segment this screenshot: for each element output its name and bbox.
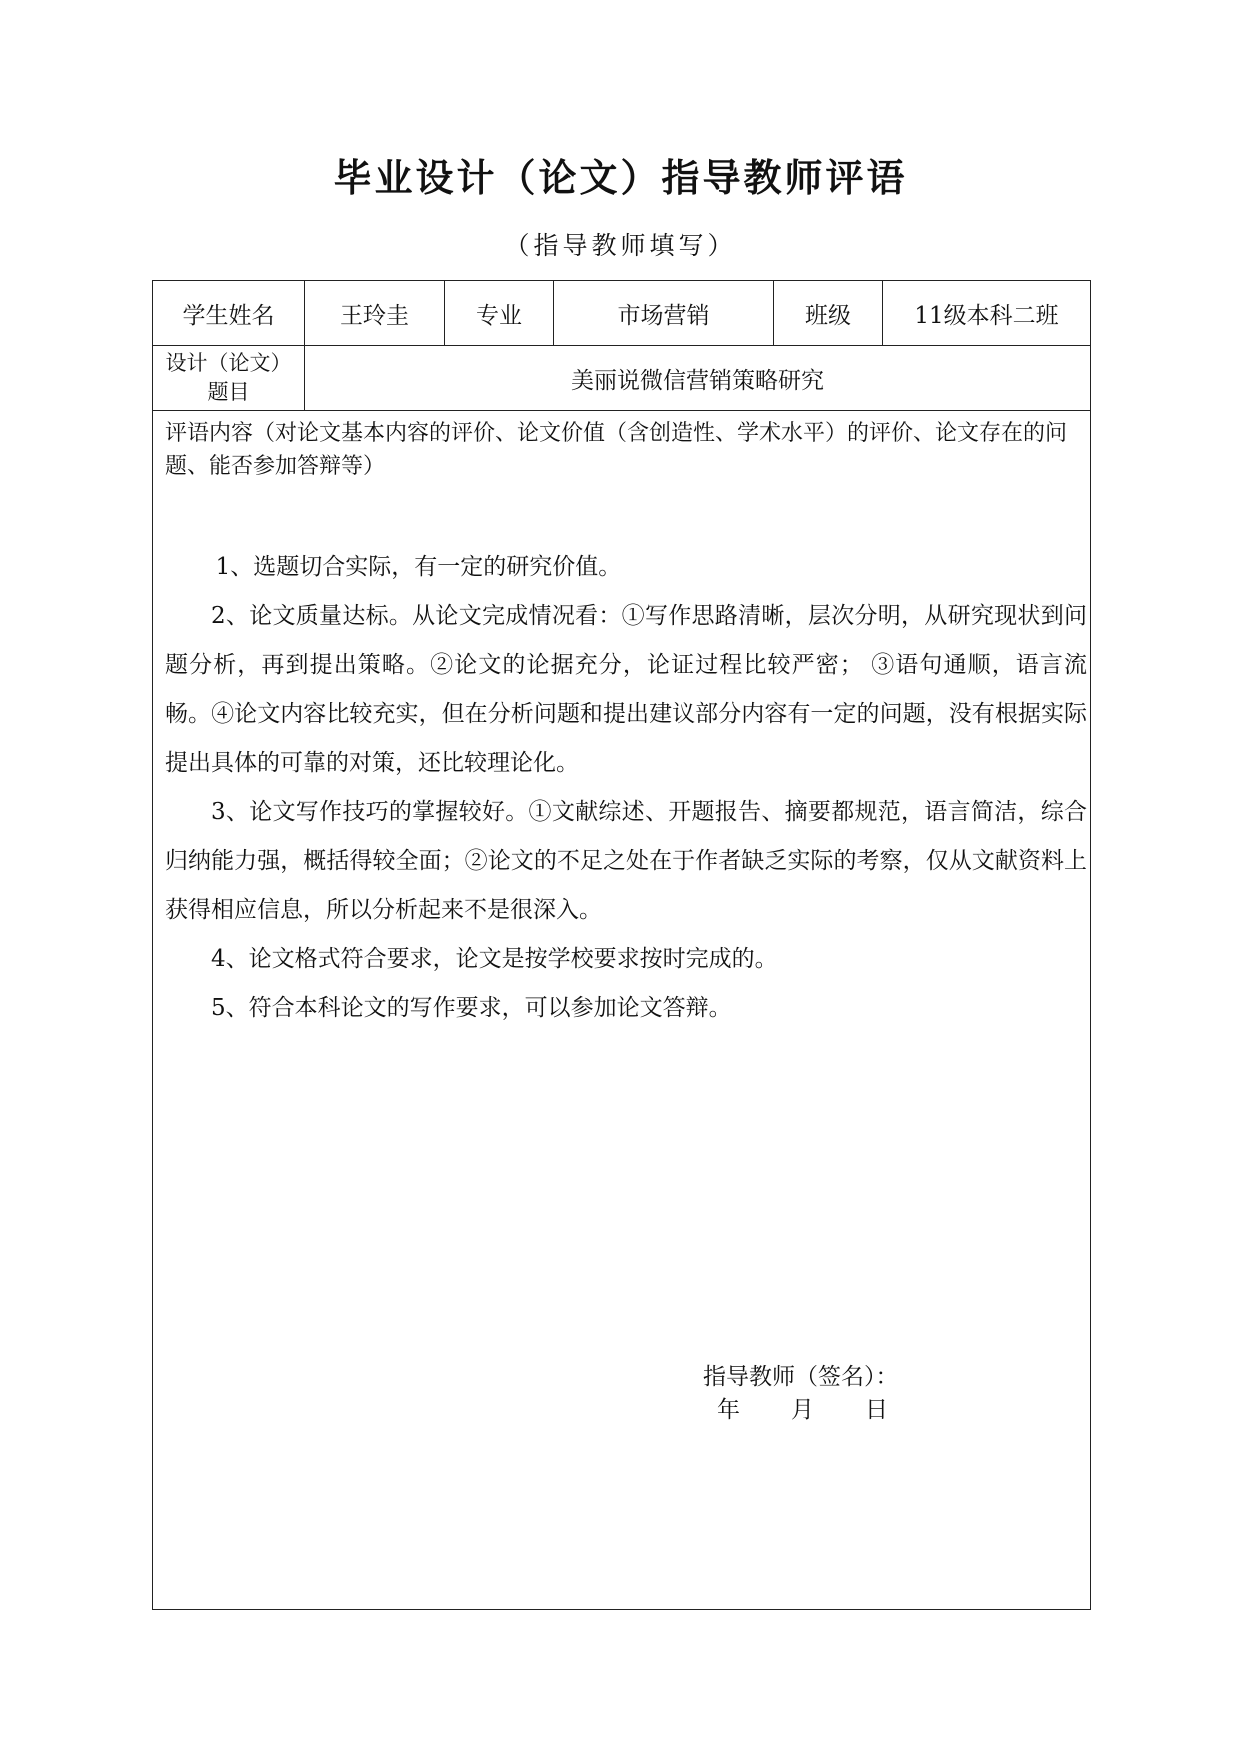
major-value: 市场营销	[554, 281, 774, 346]
topic-value: 美丽说微信营销策略研究	[305, 346, 1091, 411]
signature-label: 指导教师（签名）：	[703, 1364, 899, 1390]
class-value: 11级本科二班	[883, 281, 1091, 346]
comment-item-4: 4、论文格式符合要求，论文是按学校要求按时完成的。	[211, 946, 778, 972]
comment-item-1: 1、选题切合实际，有一定的研究价值。	[215, 554, 622, 580]
comments-cell	[153, 411, 1091, 1610]
evaluation-form-table	[152, 280, 1091, 1610]
signature-block	[703, 1361, 899, 1427]
comments-body	[165, 543, 1087, 1033]
comments-header: 评语内容（对论文基本内容的评价、论文价值（含创造性、学术水平）的评价、论文存在的问题、能否参加答辩等）	[165, 421, 1068, 479]
comments-row	[153, 411, 1091, 1610]
topic-row	[153, 346, 1091, 411]
date-day-label: 日	[865, 1397, 888, 1423]
date-month-label: 月	[791, 1397, 814, 1423]
comment-item-2: 2、论文质量达标。从论文完成情况看：①写作思路清晰，层次分明，从研究现状到问题分析，再到提出策略。②论文的论据充分，论证过程比较严密； ③语句通顺，语言流畅。④论文内容比较充实，但在分析问题和提出建议部分内容有一定的问题，没有根据实际提出具体的可靠的对策，还比较理论化。	[165, 603, 1087, 776]
comment-item-5: 5、符合本科论文的写作要求，可以参加论文答辩。	[211, 995, 732, 1021]
topic-label-line2: 题目	[207, 380, 250, 404]
page-subtitle: （指导教师填写）	[504, 231, 737, 260]
comment-item-3: 3、论文写作技巧的掌握较好。①文献综述、开题报告、摘要都规范，语言简洁，综合归纳能力强，概括得较全面；②论文的不足之处在于作者缺乏实际的考察，仅从文献资料上获得相应信息，所以分析起来不是很深入。	[165, 799, 1087, 923]
page-title: 毕业设计（论文）指导教师评语	[333, 156, 908, 200]
class-label: 班级	[774, 281, 883, 346]
student-info-row	[153, 281, 1091, 346]
student-name-value: 王玲圭	[305, 281, 445, 346]
topic-label-line1: 设计（论文）	[165, 351, 292, 375]
signature-date-line	[703, 1394, 899, 1427]
date-year-label: 年	[717, 1397, 740, 1423]
major-label: 专业	[445, 281, 554, 346]
student-name-label: 学生姓名	[153, 281, 305, 346]
topic-label	[153, 346, 305, 411]
